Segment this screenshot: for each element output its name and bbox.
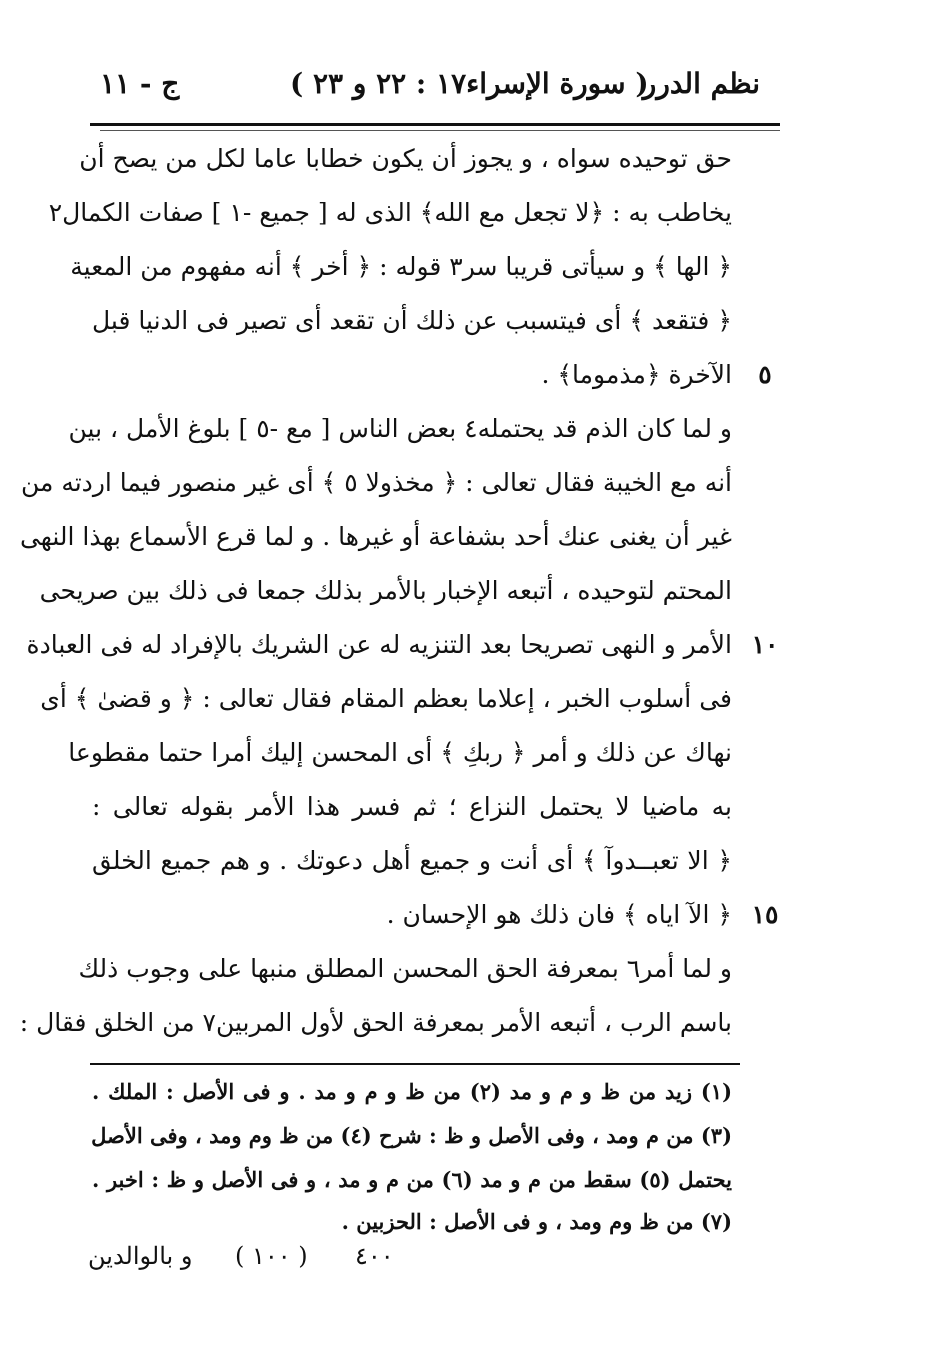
body-line: غير أن يغنى عنك أحد بشفاعة أو غيرها . و لما قرع الأسماع بهذا النهى [19, 522, 732, 551]
page-number: ٤٠٠ [355, 1242, 394, 1270]
footnote-rule [90, 1063, 740, 1065]
line-number: ١٠ [751, 630, 779, 659]
body-line: فى أسلوب الخبر ، إعلاما بعظم المقام فقال تعالى : ﴿ و قضىٰ ﴾ أى [40, 684, 732, 713]
body-line: حق توحيده سواه ، و يجوز أن يكون خطابا عاما لكل من يصح أن [79, 144, 732, 173]
sequence-number: ( ١٠٠ ) [235, 1242, 308, 1270]
body-line: و لما كان الذم قد يحتمله٤ بعض الناس [ مع -٥ ] بلوغ الأمل ، بين [68, 414, 732, 443]
line-number: ٥ [758, 360, 772, 389]
body-line: نهاك عن ذلك و أمر ﴿ ربكِ ﴾ أى المحسن إليك أمرا حتما مقطوعا [68, 738, 732, 767]
header-rule [90, 123, 780, 126]
running-head-surah-reference: ( سورة الإسراء١٧ : ٢٢ و ٢٣ ) [290, 67, 649, 100]
footnote-line: (١) زيد من ظ و م و مد (٢) من ظ و م و مد . و فى الأصل : الملك . [92, 1079, 732, 1104]
body-line: الأمر و النهى تصريحا بعد التنزيه له عن الشريك بالإفراد له فى العبادة [26, 630, 732, 659]
body-line: ﴿ الآ اياه ﴾ فان ذلك هو الإحسان . [386, 900, 732, 929]
footnote-line: (٧) من ظ وم ومد ، و فى الأصل : الحزبين . [341, 1209, 732, 1234]
body-line: يخاطب به : ﴿لا تجعل مع الله﴾ الذى له [ جميع -١ ] صفات الكمال٢ [48, 198, 732, 227]
body-line: به ماضيا لا يحتمل النزاع ؛ ثم فسر هذا الأمر بقوله تعالى : [92, 792, 732, 821]
running-head-volume: ج - ١١ [100, 67, 180, 100]
body-line: باسم الرب ، أتبعه الأمر بمعرفة الحق لأول المربين٧ من الخلق فقال : [19, 1008, 732, 1037]
body-line: ﴿ الها ﴾ و سيأتى قريبا سر٣ قوله : ﴿ أخر ﴾ أنه مفهوم من المعية [70, 252, 732, 281]
body-line: ﴿ الا تعبــدوآ ﴾ أى أنت و جميع أهل دعوتك . و هم جميع الخلق [92, 846, 732, 875]
catchword: و بالوالدين [88, 1242, 193, 1270]
running-head-book-title: نظم الدرر [642, 67, 760, 100]
body-line: ﴿ فتقعد ﴾ أى فيتسبب عن ذلك أن تقعد أى تصير فى الدنيا قبل [92, 306, 732, 335]
body-line: أنه مع الخيبة فقال تعالى : ﴿ مخذولا ٥ ﴾ أى غير منصور فيما اردته من [20, 468, 732, 497]
body-line: و لما أمر٦ بمعرفة الحق المحسن المطلق منبها على وجوب ذلك [78, 954, 732, 983]
footnote-line: (٣) من م ومد ، وفى الأصل و ظ : شرح (٤) من ظ وم ومد ، وفى الأصل [91, 1123, 732, 1148]
line-number: ١٥ [751, 900, 779, 929]
footnote-line: يحتمل (٥) سقط من م و مد (٦) من م و مد ، و فى الأصل و ظ : اخبر . [92, 1167, 732, 1192]
body-line: الآخرة ﴿مذموما﴾ . [541, 360, 732, 389]
body-line: المحتم لتوحيده ، أتبعه الإخبار بالأمر بذلك جمعا فى ذلك بين صريحى [39, 576, 732, 605]
